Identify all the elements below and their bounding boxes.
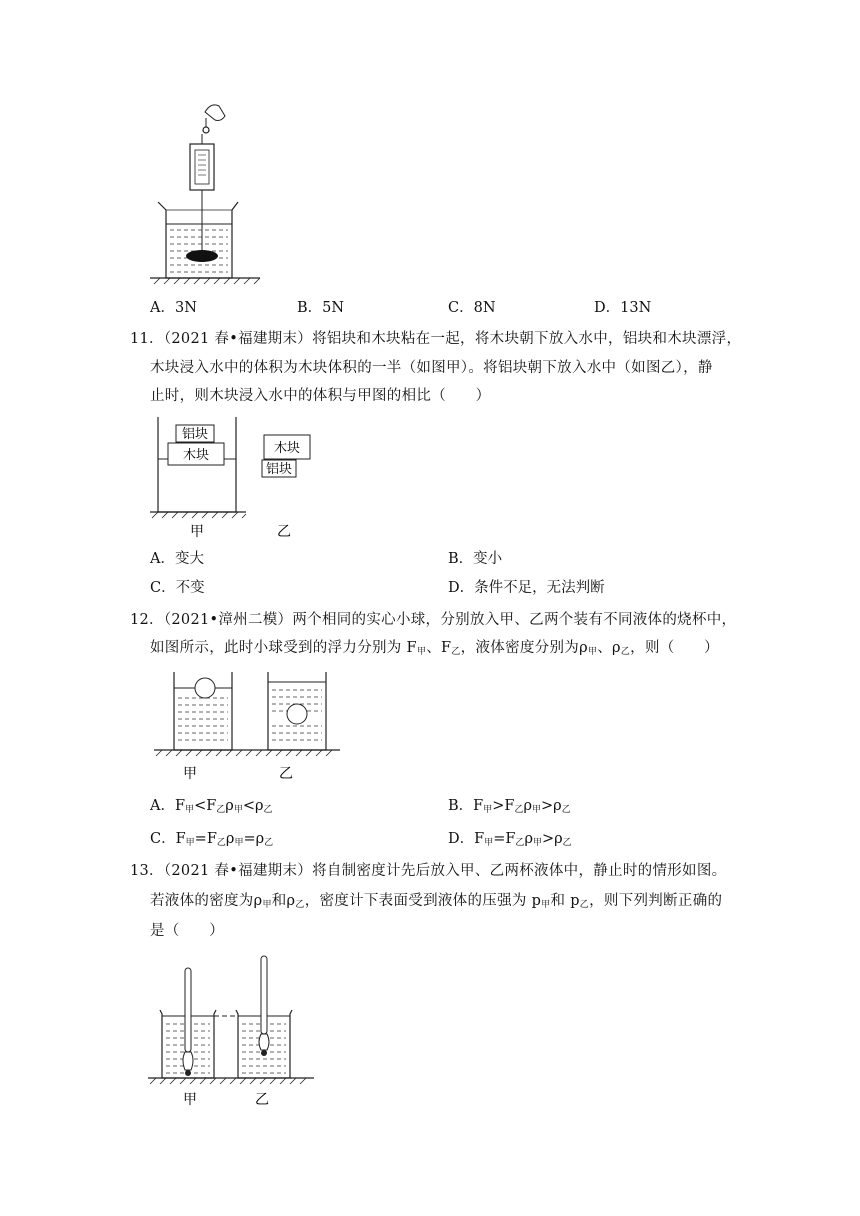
q11-option-b[interactable]: B．变小 (448, 551, 503, 567)
q11-label-jia: 甲 (190, 524, 204, 540)
hydrometer-yi (261, 956, 267, 1034)
q11-label-wood-yi: 木块 (273, 441, 301, 456)
q12-option-d[interactable]: D．$F_甲=F_乙\rho_甲>\rho_乙$ (448, 831, 572, 848)
q13-stem-line2: 若液体的密度为$\rho_甲$和$\rho_乙$，密度计下表面受到液体的压强为 $p_甲$和 $p_乙$，则下列判断正确的 (150, 893, 723, 910)
q10-option-d[interactable]: D．13N (594, 300, 652, 316)
q11-stem-line3: 止时，则木块浸入水中的体积与甲图的相比（ ） (150, 388, 491, 404)
q11-label-yi: 乙 (277, 524, 291, 540)
q11-label-aluminum-yi: 铝块 (265, 462, 293, 477)
q12-figure (150, 668, 350, 788)
q11-label-aluminum-jia: 铝块 (181, 427, 209, 442)
q11-stem-line1: 11．（2021 春•福建期末）将铝块和木块粘在一起，将木块朝下放入水中，铝块和木块漂浮， (130, 331, 742, 347)
q12-option-a[interactable]: A．$F_甲<F_乙\rho_甲<\rho_乙$ (150, 798, 273, 815)
metal-block (186, 250, 218, 262)
spring-scale (190, 144, 214, 190)
q11-option-a[interactable]: A．变大 (150, 551, 204, 567)
ball-yi (287, 704, 307, 724)
q10-option-b[interactable]: B．5N (297, 300, 345, 316)
q11-option-c[interactable]: C．不变 (150, 580, 205, 596)
ball-jia (195, 678, 215, 698)
q13-label-yi: 乙 (255, 1092, 269, 1108)
q13-figure (148, 954, 328, 1114)
q11-label-wood-jia: 木块 (182, 448, 210, 463)
q12-option-c[interactable]: C．$F_甲=F_乙\rho_甲=\rho_乙$ (150, 831, 274, 848)
q12-label-jia: 甲 (183, 766, 197, 782)
hydrometer-jia (185, 968, 191, 1052)
beaker (158, 202, 238, 278)
q11-option-d[interactable]: D．条件不足，无法判断 (448, 580, 605, 596)
q10-option-c[interactable]: C．8N (448, 300, 496, 316)
q12-stem-line2: 如图所示，此时小球受到的浮力分别为 $F_甲$、$F_乙$，液体密度分别为$\rho_甲$、$\rho_乙$，则（ ） (150, 640, 719, 657)
q13-stem-line3: 是（ ） (150, 923, 224, 939)
q12-stem-line1: 12．（2021•漳州二模）两个相同的实心小球，分别放入甲、乙两个装有不同液体的烧杯中， (130, 612, 737, 628)
q10-option-a[interactable]: A．3N (150, 300, 197, 316)
hand-icon (205, 105, 225, 121)
q13-label-jia: 甲 (183, 1092, 197, 1108)
q13-stem-line1: 13．（2021 春•福建期末）将自制密度计先后放入甲、乙两杯液体中，静止时的情形如图。 (130, 863, 727, 879)
q12-option-b[interactable]: B．$F_甲>F_乙\rho_甲>\rho_乙$ (448, 798, 571, 815)
q12-label-yi: 乙 (279, 766, 293, 782)
q11-figure (150, 415, 320, 540)
q10-figure (150, 100, 290, 290)
q11-stem-line2: 木块浸入水中的体积为木块体积的一半（如图甲）。将铝块朝下放入水中（如图乙），静 (150, 360, 713, 376)
